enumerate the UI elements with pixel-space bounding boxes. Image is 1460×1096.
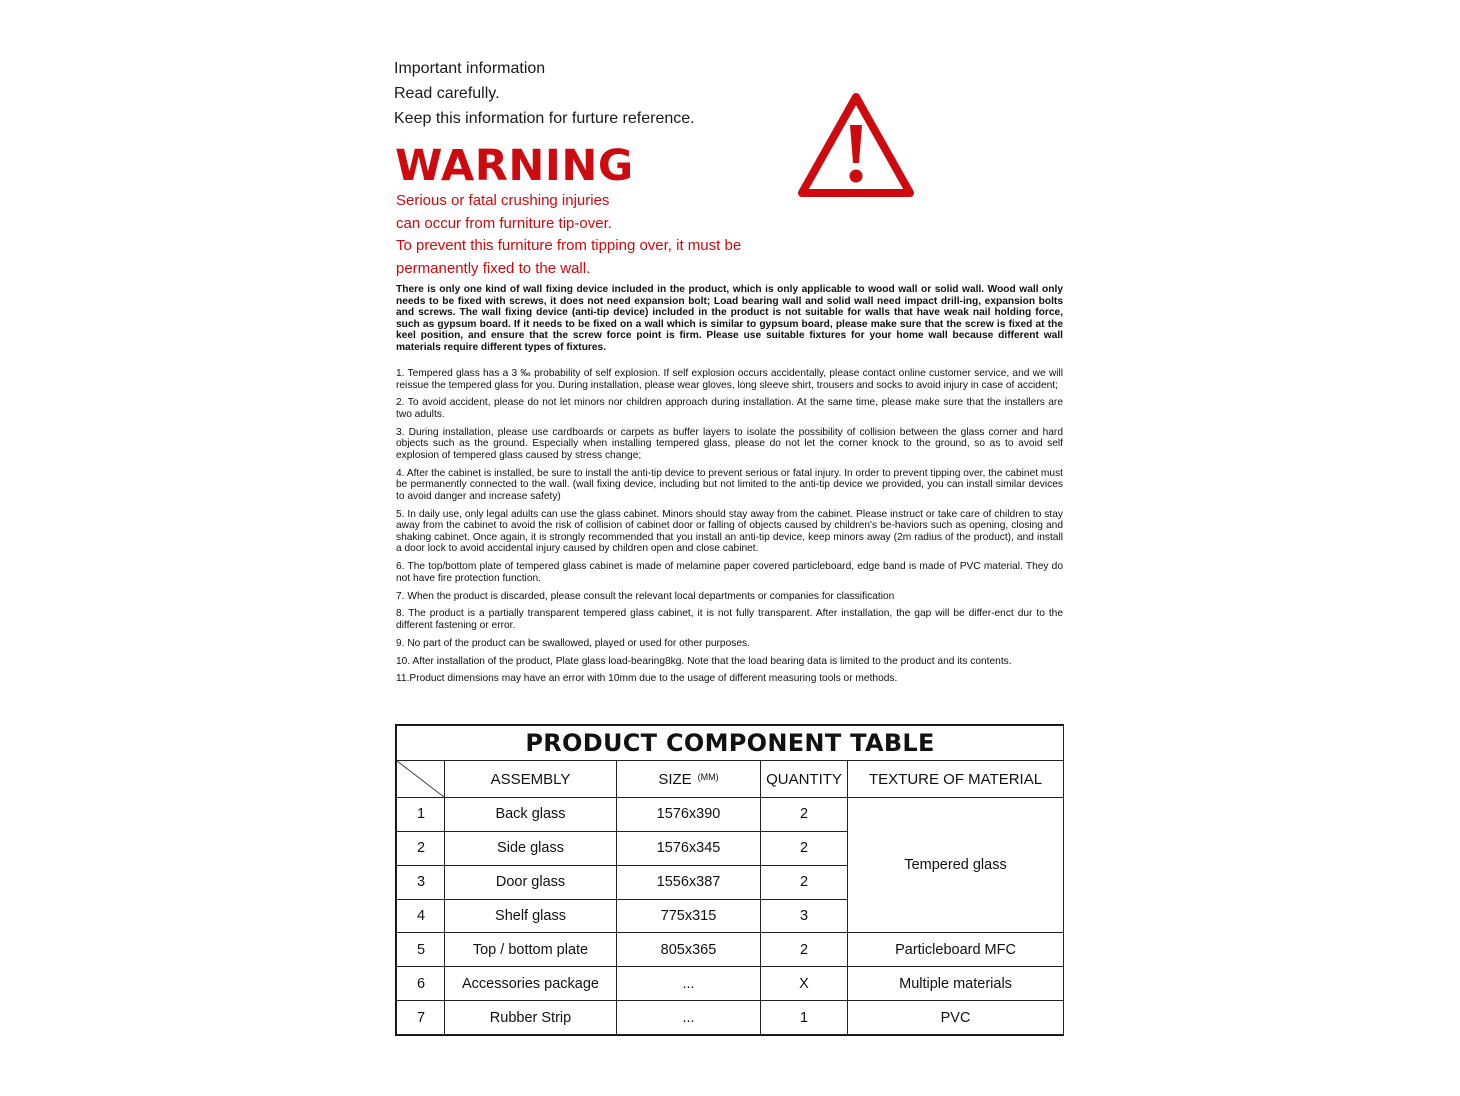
row-size: 805x365 xyxy=(617,933,761,967)
row-size: 775x315 xyxy=(617,899,761,933)
row-assembly: Shelf glass xyxy=(445,899,617,933)
row-number: 7 xyxy=(397,1001,445,1035)
row-number: 3 xyxy=(397,865,445,899)
row-quantity: 3 xyxy=(761,899,848,933)
row-number: 4 xyxy=(397,899,445,933)
row-number: 2 xyxy=(397,831,445,865)
warning-triangle-icon xyxy=(796,91,916,199)
warning-title: WARNING xyxy=(395,141,634,191)
list-item: 2. To avoid accident, please do not let minors nor children approach during installation. At the same time, please make sure that the installers are two adults. xyxy=(396,397,1063,420)
list-item: 6. The top/bottom plate of tempered glass cabinet is made of melamine paper covered particleboard, edge band is made of PVC material. They do not have fire protection function. xyxy=(396,561,1063,584)
header-quantity: QUANTITY xyxy=(761,761,848,798)
list-item: 9. No part of the product can be swallowed, played or used for other purposes. xyxy=(396,637,750,649)
row-size: ... xyxy=(617,967,761,1001)
row-assembly: Door glass xyxy=(445,865,617,899)
warning-text xyxy=(396,190,741,280)
header-corner-cell xyxy=(397,761,445,798)
row-assembly: Rubber Strip xyxy=(445,1001,617,1035)
table-row xyxy=(397,933,1064,967)
list-item: 10. After installation of the product, Plate glass load-bearing8kg. Note that the load bearing data is limited to the product and its contents. xyxy=(396,655,1012,667)
row-size: 1576x345 xyxy=(617,831,761,865)
intro-important: Important information xyxy=(394,60,546,77)
row-quantity: 2 xyxy=(761,831,848,865)
intro-block xyxy=(394,56,695,131)
list-item: 1. Tempered glass has a 3 ‰ probability of self explosion. If self explosion occurs accidentally, please contact online customer service, and we will reissue the tempered glass for you. During installation, please wear gloves, long sleeve shirt, trousers and socks to avoid injury in case of accident; xyxy=(396,368,1063,391)
list-item: 3. During installation, please use cardboards or carpets as buffer layers to isolate the possibility of collision between the glass corner and hard objects such as the ground. Especially when installing tempered glass, please do not let the corner knock to the ground, so as to avoid self explosion of tempered glass caused by stress change; xyxy=(396,426,1063,461)
warning-line: can occur from furniture tip-over. xyxy=(396,214,612,232)
product-component-table xyxy=(395,724,1064,1036)
header-size xyxy=(617,761,761,798)
row-assembly: Top / bottom plate xyxy=(445,933,617,967)
row-number: 1 xyxy=(397,798,445,832)
row-size: 1576x390 xyxy=(617,798,761,832)
header-assembly: ASSEMBLY xyxy=(445,761,617,798)
warning-line: Serious or fatal crushing injuries xyxy=(396,192,610,209)
header-texture: TEXTURE OF MATERIAL xyxy=(848,761,1064,798)
table-row xyxy=(397,967,1064,1001)
material-tempered-glass: Tempered glass xyxy=(848,798,1064,933)
table-title: PRODUCT COMPONENT TABLE xyxy=(397,726,1064,761)
row-assembly: Side glass xyxy=(445,831,617,865)
table-row xyxy=(397,798,1064,832)
row-quantity: X xyxy=(761,967,848,1001)
list-item: 8. The product is a partially transparent tempered glass cabinet, it is not fully transparent. After installation, the gap will be differ-enct dur to the different fastening or error. xyxy=(396,608,1063,631)
row-size: 1556x387 xyxy=(617,865,761,899)
row-quantity: 1 xyxy=(761,1001,848,1035)
row-assembly: Accessories package xyxy=(445,967,617,1001)
intro-keep: Keep this information for furture reference. xyxy=(394,110,695,127)
intro-read: Read carefully. xyxy=(394,85,500,102)
row-quantity: 2 xyxy=(761,933,848,967)
warning-line: permanently fixed to the wall. xyxy=(396,259,591,277)
row-quantity: 2 xyxy=(761,865,848,899)
list-item: 5. In daily use, only legal adults can use the glass cabinet. Minors should stay away from the cabinet. Please instruct or take care of children to stay away from the cabinet to avoid the risk of collision of cabinet door or falling of objects caused by children's be-haviors such as opening, closing and shaking cabinet. Once again, it is strongly recommended that you install an anti-tip device, keep minors away (2m radius of the product), and install a door lock to avoid accidental injury caused by children open and close cabinet. xyxy=(396,508,1063,555)
row-size: ... xyxy=(617,1001,761,1035)
row-quantity: 2 xyxy=(761,798,848,832)
table-row xyxy=(397,1001,1064,1035)
list-item: 4. After the cabinet is installed, be sure to install the anti-tip device to prevent serious or fatal injury. In order to prevent tipping over, the cabinet must be permanently connected to the wall. (wall fixing device, including but not limited to the anti-tip device we provided, you can install similar devices to avoid danger and increase safety) xyxy=(396,467,1063,502)
row-number: 5 xyxy=(397,933,445,967)
wall-fixing-notice: There is only one kind of wall fixing device included in the product, which is only applicable to wood wall or solid wall. Wood wall only needs to be fixed with screws, it does not need expansion bolt; Load bearing wall and solid wall need impact drill-ing, expansion bolts and screws. The wall fixing device (anti-tip device) included in the product is not suitable for walls that have weak nail holding force, such as gypsum board. If it needs to be fixed on a wall which is similar to gypsum board, please make sure that the screw is fixed at the keel position, and ensure that the screw force point is firm. Please use suitable fixtures for your home wall because different wall materials require different types of fixtures. xyxy=(396,284,1063,353)
list-item: 7. When the product is discarded, please consult the relevant local departments or companies for classification xyxy=(396,590,895,602)
header-size-label: SIZE xyxy=(658,770,692,788)
material-pvc: PVC xyxy=(848,1001,1064,1035)
row-assembly: Back glass xyxy=(445,798,617,832)
warning-line: To prevent this furniture from tipping over, it must be xyxy=(396,237,742,254)
instruction-list xyxy=(396,368,1063,691)
list-item: 11.Product dimensions may have an error with 10mm due to the usage of different measuring tools or methods. xyxy=(396,673,898,685)
header-size-unit: (MM) xyxy=(697,771,719,782)
material-particleboard: Particleboard MFC xyxy=(848,933,1064,967)
material-multiple: Multiple materials xyxy=(848,967,1064,1001)
row-number: 6 xyxy=(397,967,445,1001)
